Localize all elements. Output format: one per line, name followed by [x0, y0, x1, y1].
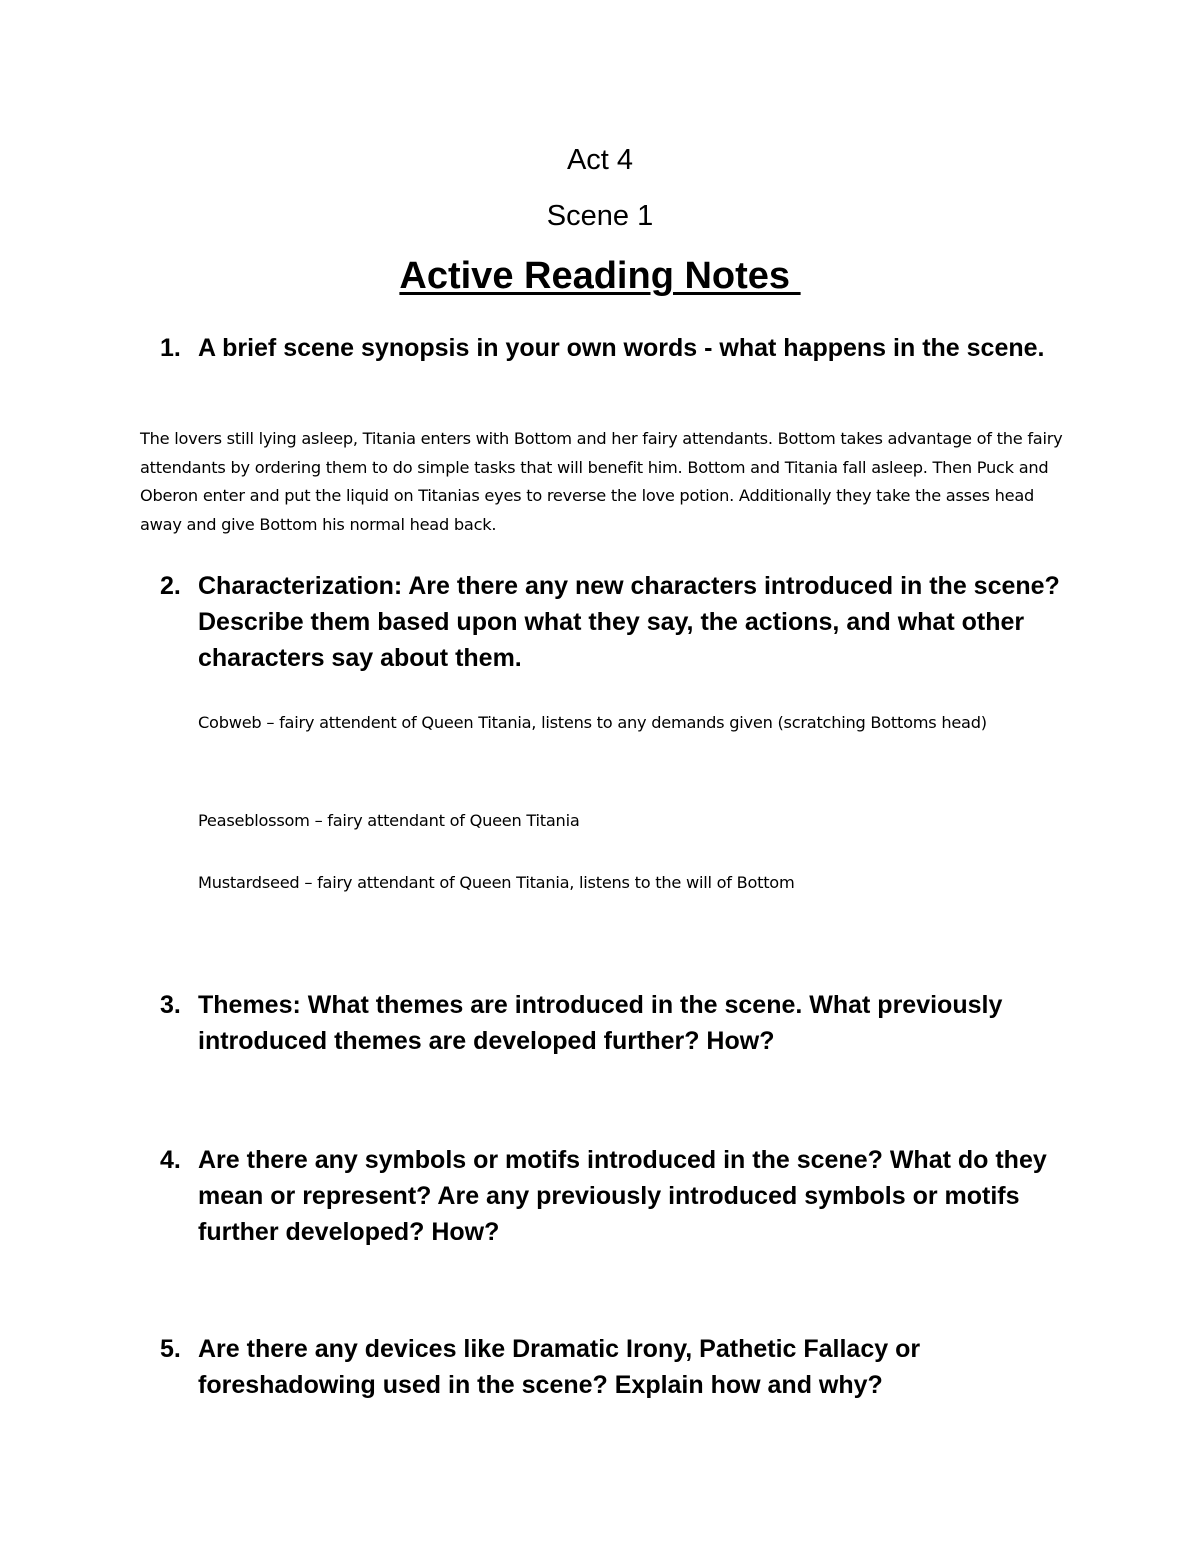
question-4-number: 4. — [160, 1146, 181, 1174]
page-title-text: Active Reading Notes — [399, 255, 801, 297]
question-1-number: 1. — [160, 334, 181, 362]
question-4 — [160, 1142, 1070, 1250]
question-1-text: A brief scene synopsis in your own words - what happens in the scene. — [198, 334, 1045, 362]
question-5-text: Are there any devices like Dramatic Irony, Pathetic Fallacy or foreshadowing used in the scene? Explain how and why? — [198, 1335, 921, 1399]
question-2-number: 2. — [160, 572, 181, 600]
question-1-answer: The lovers still lying asleep, Titania enters with Bottom and her fairy attendants. Bottom takes advantage of the fairy attendants by ordering them to do simple tasks that will benefit him. Bottom and Titania fall asleep. Then Puck and Oberon enter and put the liquid on Titanias eyes to reverse the love potion. Additionally they take the asses head away and give Bottom his normal head back. — [140, 429, 1063, 534]
question-5 — [160, 1331, 1070, 1403]
character-peaseblossom: Peaseblossom – fairy attendant of Queen Titania — [198, 811, 580, 830]
question-2 — [160, 568, 1070, 676]
page-title — [0, 252, 1200, 300]
scene-heading: Scene 1 — [546, 200, 654, 232]
act-heading: Act 4 — [566, 144, 634, 176]
question-4-text: Are there any symbols or motifs introduced in the scene? What do they mean or represent? Are any previously introduced symbols or motifs further developed? How? — [198, 1146, 1047, 1246]
question-3-number: 3. — [160, 991, 181, 1019]
question-5-number: 5. — [160, 1335, 181, 1363]
question-3 — [160, 987, 1070, 1059]
question-1 — [160, 330, 1070, 366]
question-2-text: Characterization: Are there any new characters introduced in the scene? Describe them based upon what they say, the actions, and what other characters say about them. — [198, 572, 1060, 672]
question-3-text: Themes: What themes are introduced in the scene. What previously introduced themes are developed further? How? — [198, 991, 1003, 1055]
character-mustardseed: Mustardseed – fairy attendant of Queen Titania, listens to the will of Bottom — [198, 873, 795, 892]
character-cobweb: Cobweb – fairy attendent of Queen Titania, listens to any demands given (scratching Bottoms head) — [198, 713, 987, 732]
